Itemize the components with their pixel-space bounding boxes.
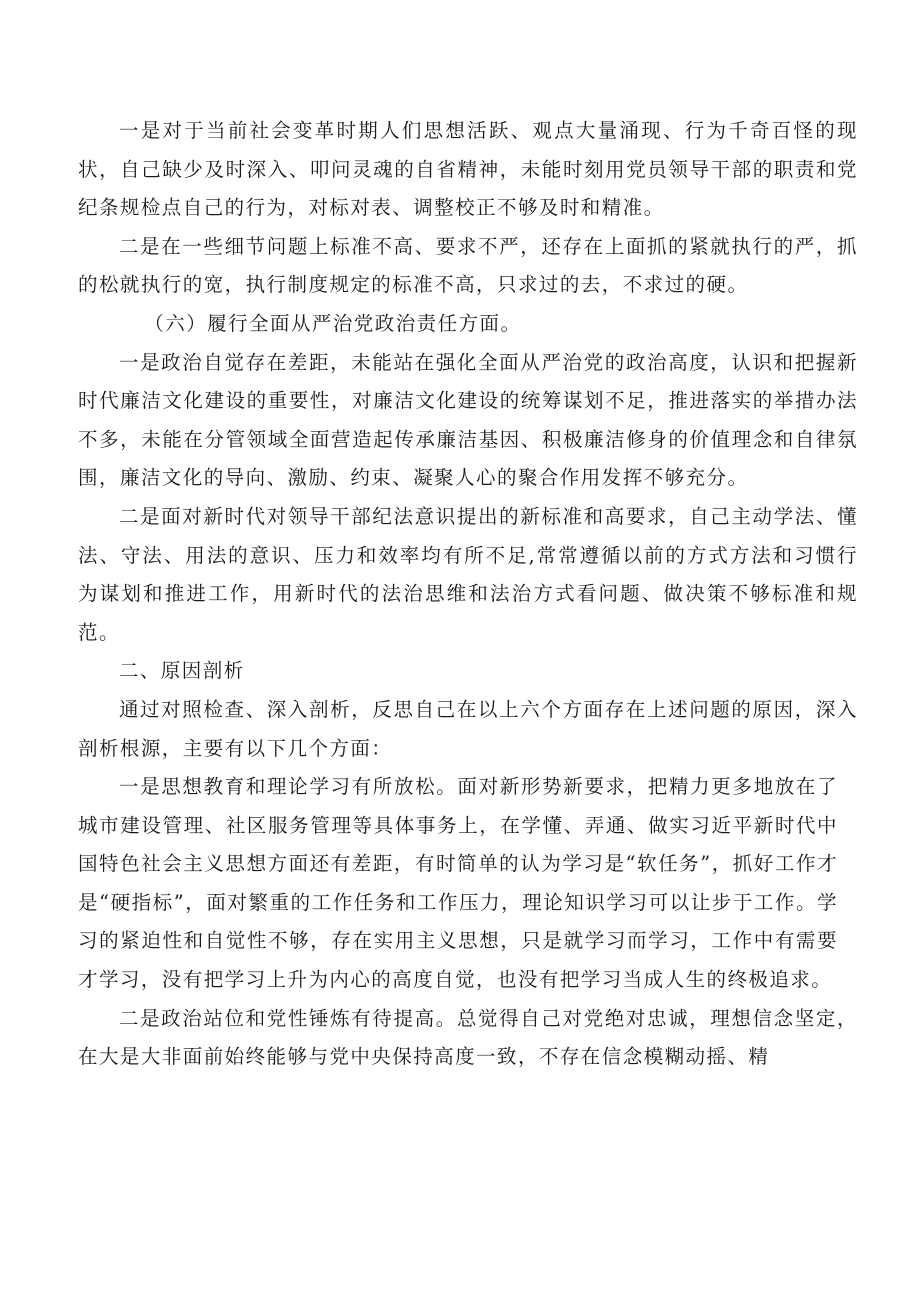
section-heading-six: （六）履行全面从严治党政治责任方面。: [144, 311, 522, 335]
section-heading-cause-analysis: 二、原因剖析: [118, 659, 245, 683]
paragraph-4: 二是面对新时代对领导干部纪法意识提出的新标准和高要求，自己主动学法、懂法、守法、用法的意识、压力和效率均有所不足,常常遵循以前的方式方法和习惯行为谋划和推进工作，用新时代的法治思维和法治方式看问题、做决策不够标准和规范。: [78, 504, 858, 644]
document-body: [78, 112, 858, 1077]
paragraph-1: 一是对于当前社会变革时期人们思想活跃、观点大量涌现、行为千奇百怪的现状，自己缺少及时深入、叩问灵魂的自省精神，未能时刻用党员领导干部的职责和党纪条规检点自己的行为，对标对表、调整校正不够及时和精准。: [78, 119, 858, 220]
paragraph-6: 一是思想教育和理论学习有所放松。面对新形势新要求，把精力更多地放在了城市建设管理、社区服务管理等具体事务上，在学懂、弄通、做实习近平新时代中国特色社会主义思想方面还有差距，有时简单的认为学习是“软任务”，抓好工作才是“硬指标”，面对繁重的工作任务和工作压力，理论知识学习可以让步于工作。学习的紧迫性和自觉性不够，存在实用主义思想，只是就学习而学习，工作中有需要才学习，没有把学习上升为内心的高度自觉，也没有把学习当成人生的终极追求。: [78, 775, 838, 992]
paragraph-3: 一是政治自觉存在差距，未能站在强化全面从严治党的政治高度，认识和把握新时代廉洁文化建设的重要性，对廉洁文化建设的统筹谋划不足，推进落实的举措办法不多，未能在分管领域全面营造起传承廉洁基因、积极廉洁修身的价值理念和自律氛围，廉洁文化的导向、激励、约束、凝聚人心的聚合作用发挥不够充分。: [78, 350, 858, 490]
paragraph-5: 通过对照检查、深入剖析，反思自己在以上六个方面存在上述问题的原因，深入剖析根源，主要有以下几个方面：: [78, 697, 858, 760]
paragraph-7: 二是政治站位和党性锤炼有待提高。总觉得自己对党绝对忠诚，理想信念坚定，在大是大非面前始终能够与党中央保持高度一致，不存在信念模糊动摇、精: [78, 1006, 858, 1069]
paragraph-2: 二是在一些细节问题上标准不高、要求不严，还存在上面抓的紧就执行的严，抓的松就执行的宽，执行制度规定的标准不高，只求过的去，不求过的硬。: [78, 234, 858, 297]
